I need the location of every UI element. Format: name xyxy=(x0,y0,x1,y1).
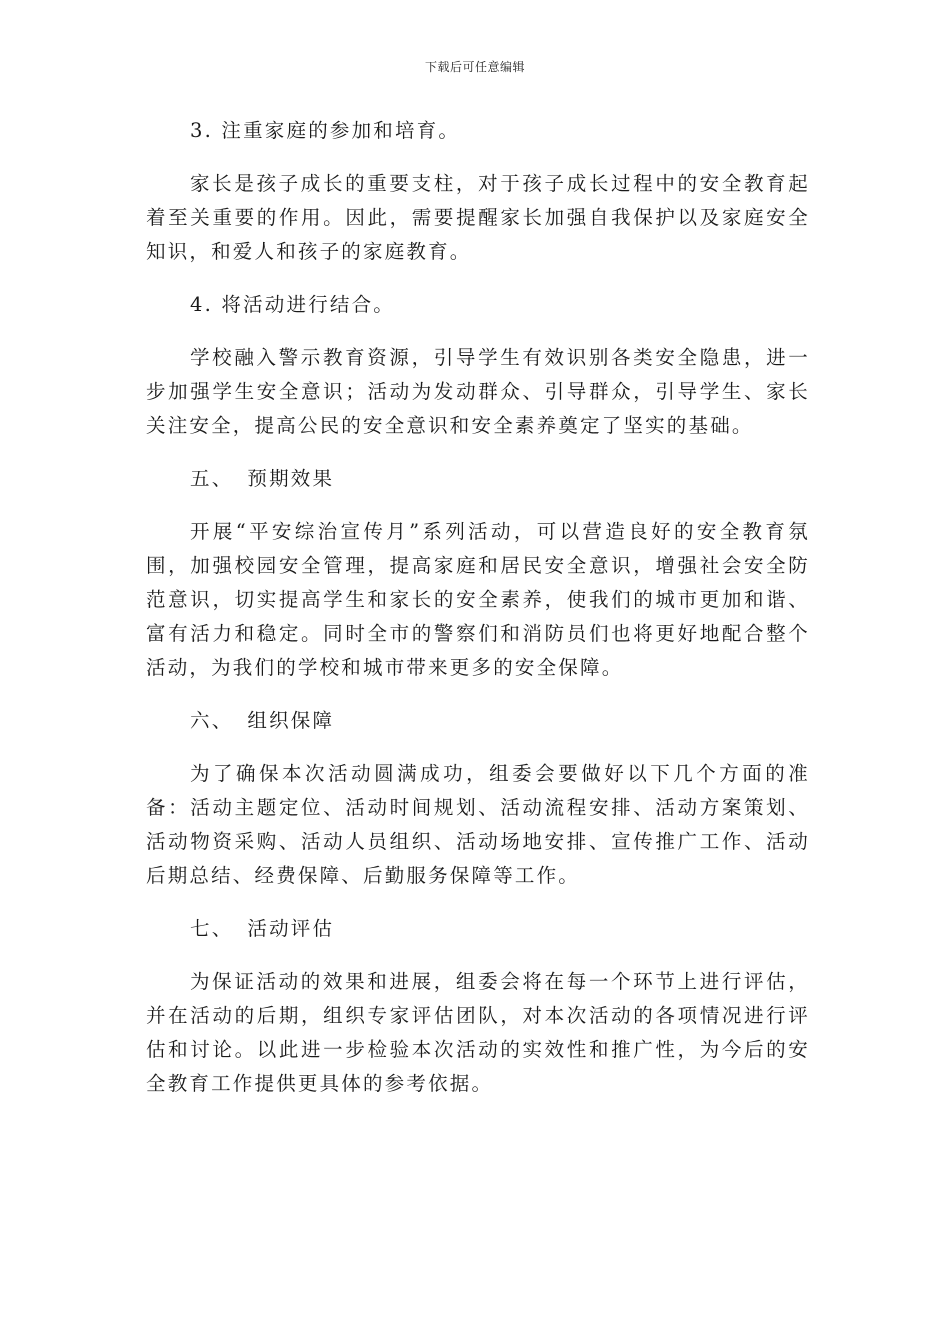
section-7-paragraph: 为保证活动的效果和进展，组委会将在每一个环节上进行评估，并在活动的后期，组织专家评估团队，对本次活动的各项情况进行评估和讨论。以此进一步检验本次活动的实效性和推广性，为今后的安全教育工作提供更具体的参考依据。 xyxy=(146,970,810,1095)
page-header-note: 下载后可任意编辑 xyxy=(424,60,525,74)
section-5-title: 预期效果 xyxy=(247,467,335,490)
section-3-heading: 3. 注重家庭的参加和培育。 xyxy=(190,119,461,142)
document-body xyxy=(146,114,810,1120)
section-6-number: 六、 xyxy=(190,709,234,732)
section-7-number: 七、 xyxy=(190,917,234,940)
section-6-heading xyxy=(146,704,810,738)
section-7-heading xyxy=(146,912,810,946)
section-6-paragraph: 为了确保本次活动圆满成功，组委会要做好以下几个方面的准备：活动主题定位、活动时间规划、活动流程安排、活动方案策划、活动物资采购、活动人员组织、活动场地安排、宣传推广工作、活动后期总结、经费保障、后勤服务保障等工作。 xyxy=(146,762,810,887)
section-4-paragraph: 学校融入警示教育资源，引导学生有效识别各类安全隐患，进一步加强学生安全意识；活动为发动群众、引导群众，引导学生、家长关注安全，提高公民的安全意识和安全素养奠定了坚实的基础。 xyxy=(146,346,810,437)
section-3-paragraph: 家长是孩子成长的重要支柱，对于孩子成长过程中的安全教育起着至关重要的作用。因此，需要提醒家长加强自我保护以及家庭安全知识，和爱人和孩子的家庭教育。 xyxy=(146,172,810,263)
section-4-heading: 4. 将活动进行结合。 xyxy=(190,293,396,316)
section-6-title: 组织保障 xyxy=(247,709,335,732)
section-5-paragraph: 开展“平安综治宣传月”系列活动，可以营造良好的安全教育氛围，加强校园安全管理，提高家庭和居民安全意识，增强社会安全防范意识，切实提高学生和家长的安全素养，使我们的城市更加和谐、富有活力和稳定。同时全市的警察们和消防员们也将更好地配合整个活动，为我们的学校和城市带来更多的安全保障。 xyxy=(146,520,810,679)
section-5-heading xyxy=(146,462,810,496)
section-5-number: 五、 xyxy=(190,467,234,490)
section-7-title: 活动评估 xyxy=(247,917,335,940)
